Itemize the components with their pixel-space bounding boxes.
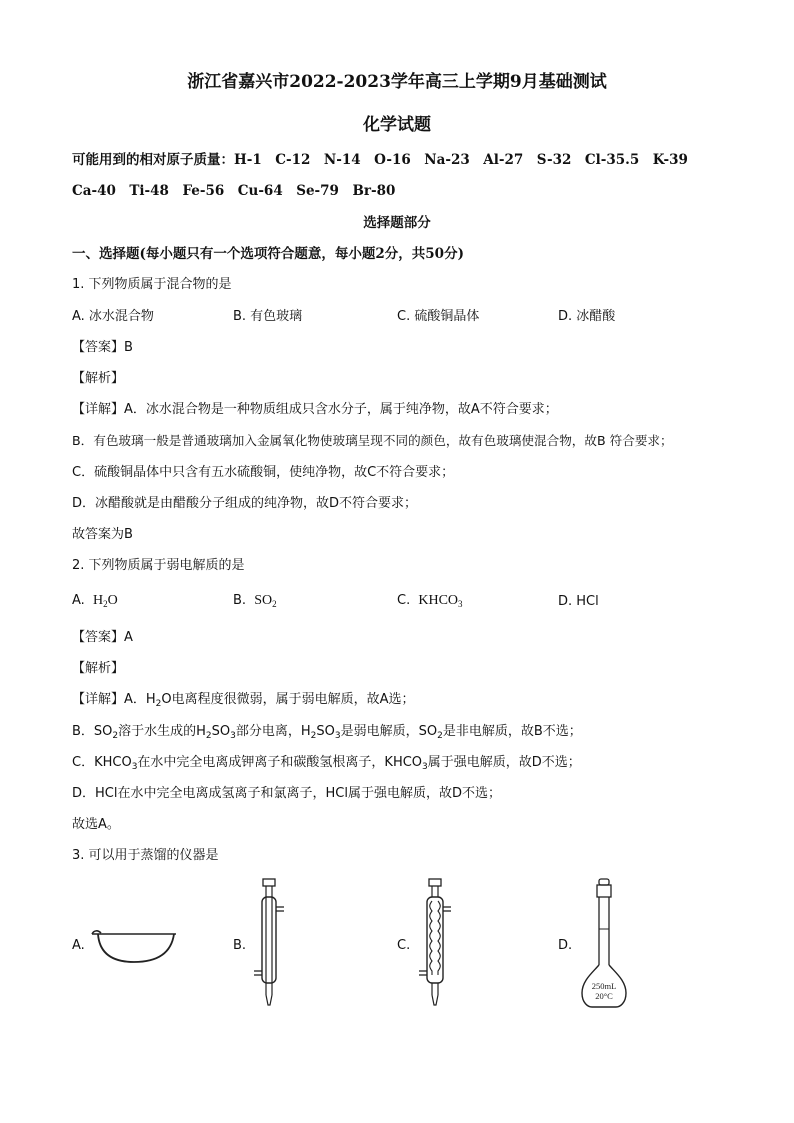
- question-2-option-b: [233, 592, 277, 610]
- page-subtitle: 化学试题: [363, 115, 431, 135]
- question-1-detail-3: C．硫酸铜晶体中只含有五水硫酸铜，使纯净物，故C不符合要求；: [72, 465, 455, 480]
- option-letter: B.: [233, 593, 247, 608]
- question-1-option-b: B. 有色玻璃: [233, 309, 303, 324]
- question-2-detail-c: C．$KHCO_3$在水中完全电离成钾离子和碳酸氢根离子，$KHCO_3$属于强电解质，故D不选；: [72, 755, 581, 772]
- atomic-mass-line-2: Ca-40 Ti-48 Fe-56 Cu-64 Se-79 Br-80: [72, 183, 396, 199]
- question-2-option-c: [397, 592, 463, 610]
- question-3-label-c: C.: [397, 938, 411, 953]
- volumetric-flask-icon: [578, 877, 630, 1011]
- question-1-option-c: C. 硫酸铜晶体: [397, 309, 480, 324]
- question-2-analysis: 【解析】: [72, 661, 125, 676]
- atomic-mass-line-1: 可能用到的相对原子质量：H-1 C-12 N-14 O-16 Na-23 Al-27 S-32 Cl-35.5 K-39: [72, 152, 688, 168]
- formula-so2: $SO_2$: [254, 593, 277, 609]
- formula-h2o: $H_2O$: [92, 593, 118, 609]
- part-one-heading: 一、选择题(每小题只有一个选项符合题意，每小题2分，共50分): [72, 246, 464, 262]
- question-3-stem: 3. 可以用于蒸馏的仪器是: [72, 848, 219, 863]
- evaporating-dish-icon: [88, 920, 180, 966]
- question-3-label-d: D.: [558, 938, 573, 953]
- bulb-condenser-icon: [416, 877, 456, 1009]
- question-2-option-d: D. HCl: [558, 594, 599, 609]
- question-1-option-a: A. 冰水混合物: [72, 309, 154, 324]
- question-1-stem: 1. 下列物质属于混合物的是: [72, 277, 232, 292]
- question-2-stem: 2. 下列物质属于弱电解质的是: [72, 558, 245, 573]
- question-3-label-a: A.: [72, 938, 85, 953]
- question-1-detail-1: 【详解】A．冰水混合物是一种物质组成只含水分子，属于纯净物，故A不符合要求；: [72, 402, 558, 417]
- question-2-detail-end: 故选A。: [72, 817, 120, 832]
- flask-volume-label: 250mL: [591, 981, 617, 991]
- page-title: 浙江省嘉兴市2022-2023学年高三上学期9月基础测试: [187, 72, 607, 92]
- question-2-detail-d: D．HCl在水中完全电离成氢离子和氯离子，HCl属于强电解质，故D不选；: [72, 786, 501, 801]
- option-letter: C.: [397, 593, 411, 608]
- option-letter: A.: [72, 593, 85, 608]
- question-2-detail-b: B．$SO_2$溶于水生成的$H_2SO_3$部分电离，$H_2SO_3$是弱电解质，$SO_2$是非电解质，故B不选；: [72, 724, 582, 741]
- question-1-answer: 【答案】B: [72, 340, 133, 355]
- formula-khco3: $KHCO_3$: [418, 593, 463, 609]
- question-1-detail-5: 故答案为B: [72, 527, 133, 542]
- question-1-detail-2: B．有色玻璃一般是普通玻璃加入金属氧化物使玻璃呈现不同的颜色，故有色玻璃使混合物，故B 符合要求；: [72, 433, 673, 448]
- question-1-option-d: D. 冰醋酸: [558, 309, 616, 324]
- straight-condenser-icon: [250, 877, 290, 1009]
- question-1-detail-4: D．冰醋酸就是由醋酸分子组成的纯净物，故D不符合要求；: [72, 496, 418, 511]
- question-2-answer: 【答案】A: [72, 630, 133, 645]
- question-2-detail-a: 【详解】A．$H_2O$电离程度很微弱，属于弱电解质，故A选；: [72, 692, 415, 709]
- flask-temperature-label: 20°C: [595, 991, 613, 1001]
- section-heading: 选择题部分: [363, 215, 431, 231]
- question-1-analysis: 【解析】: [72, 371, 125, 386]
- question-2-option-a: [72, 592, 118, 610]
- question-3-label-b: B.: [233, 938, 247, 953]
